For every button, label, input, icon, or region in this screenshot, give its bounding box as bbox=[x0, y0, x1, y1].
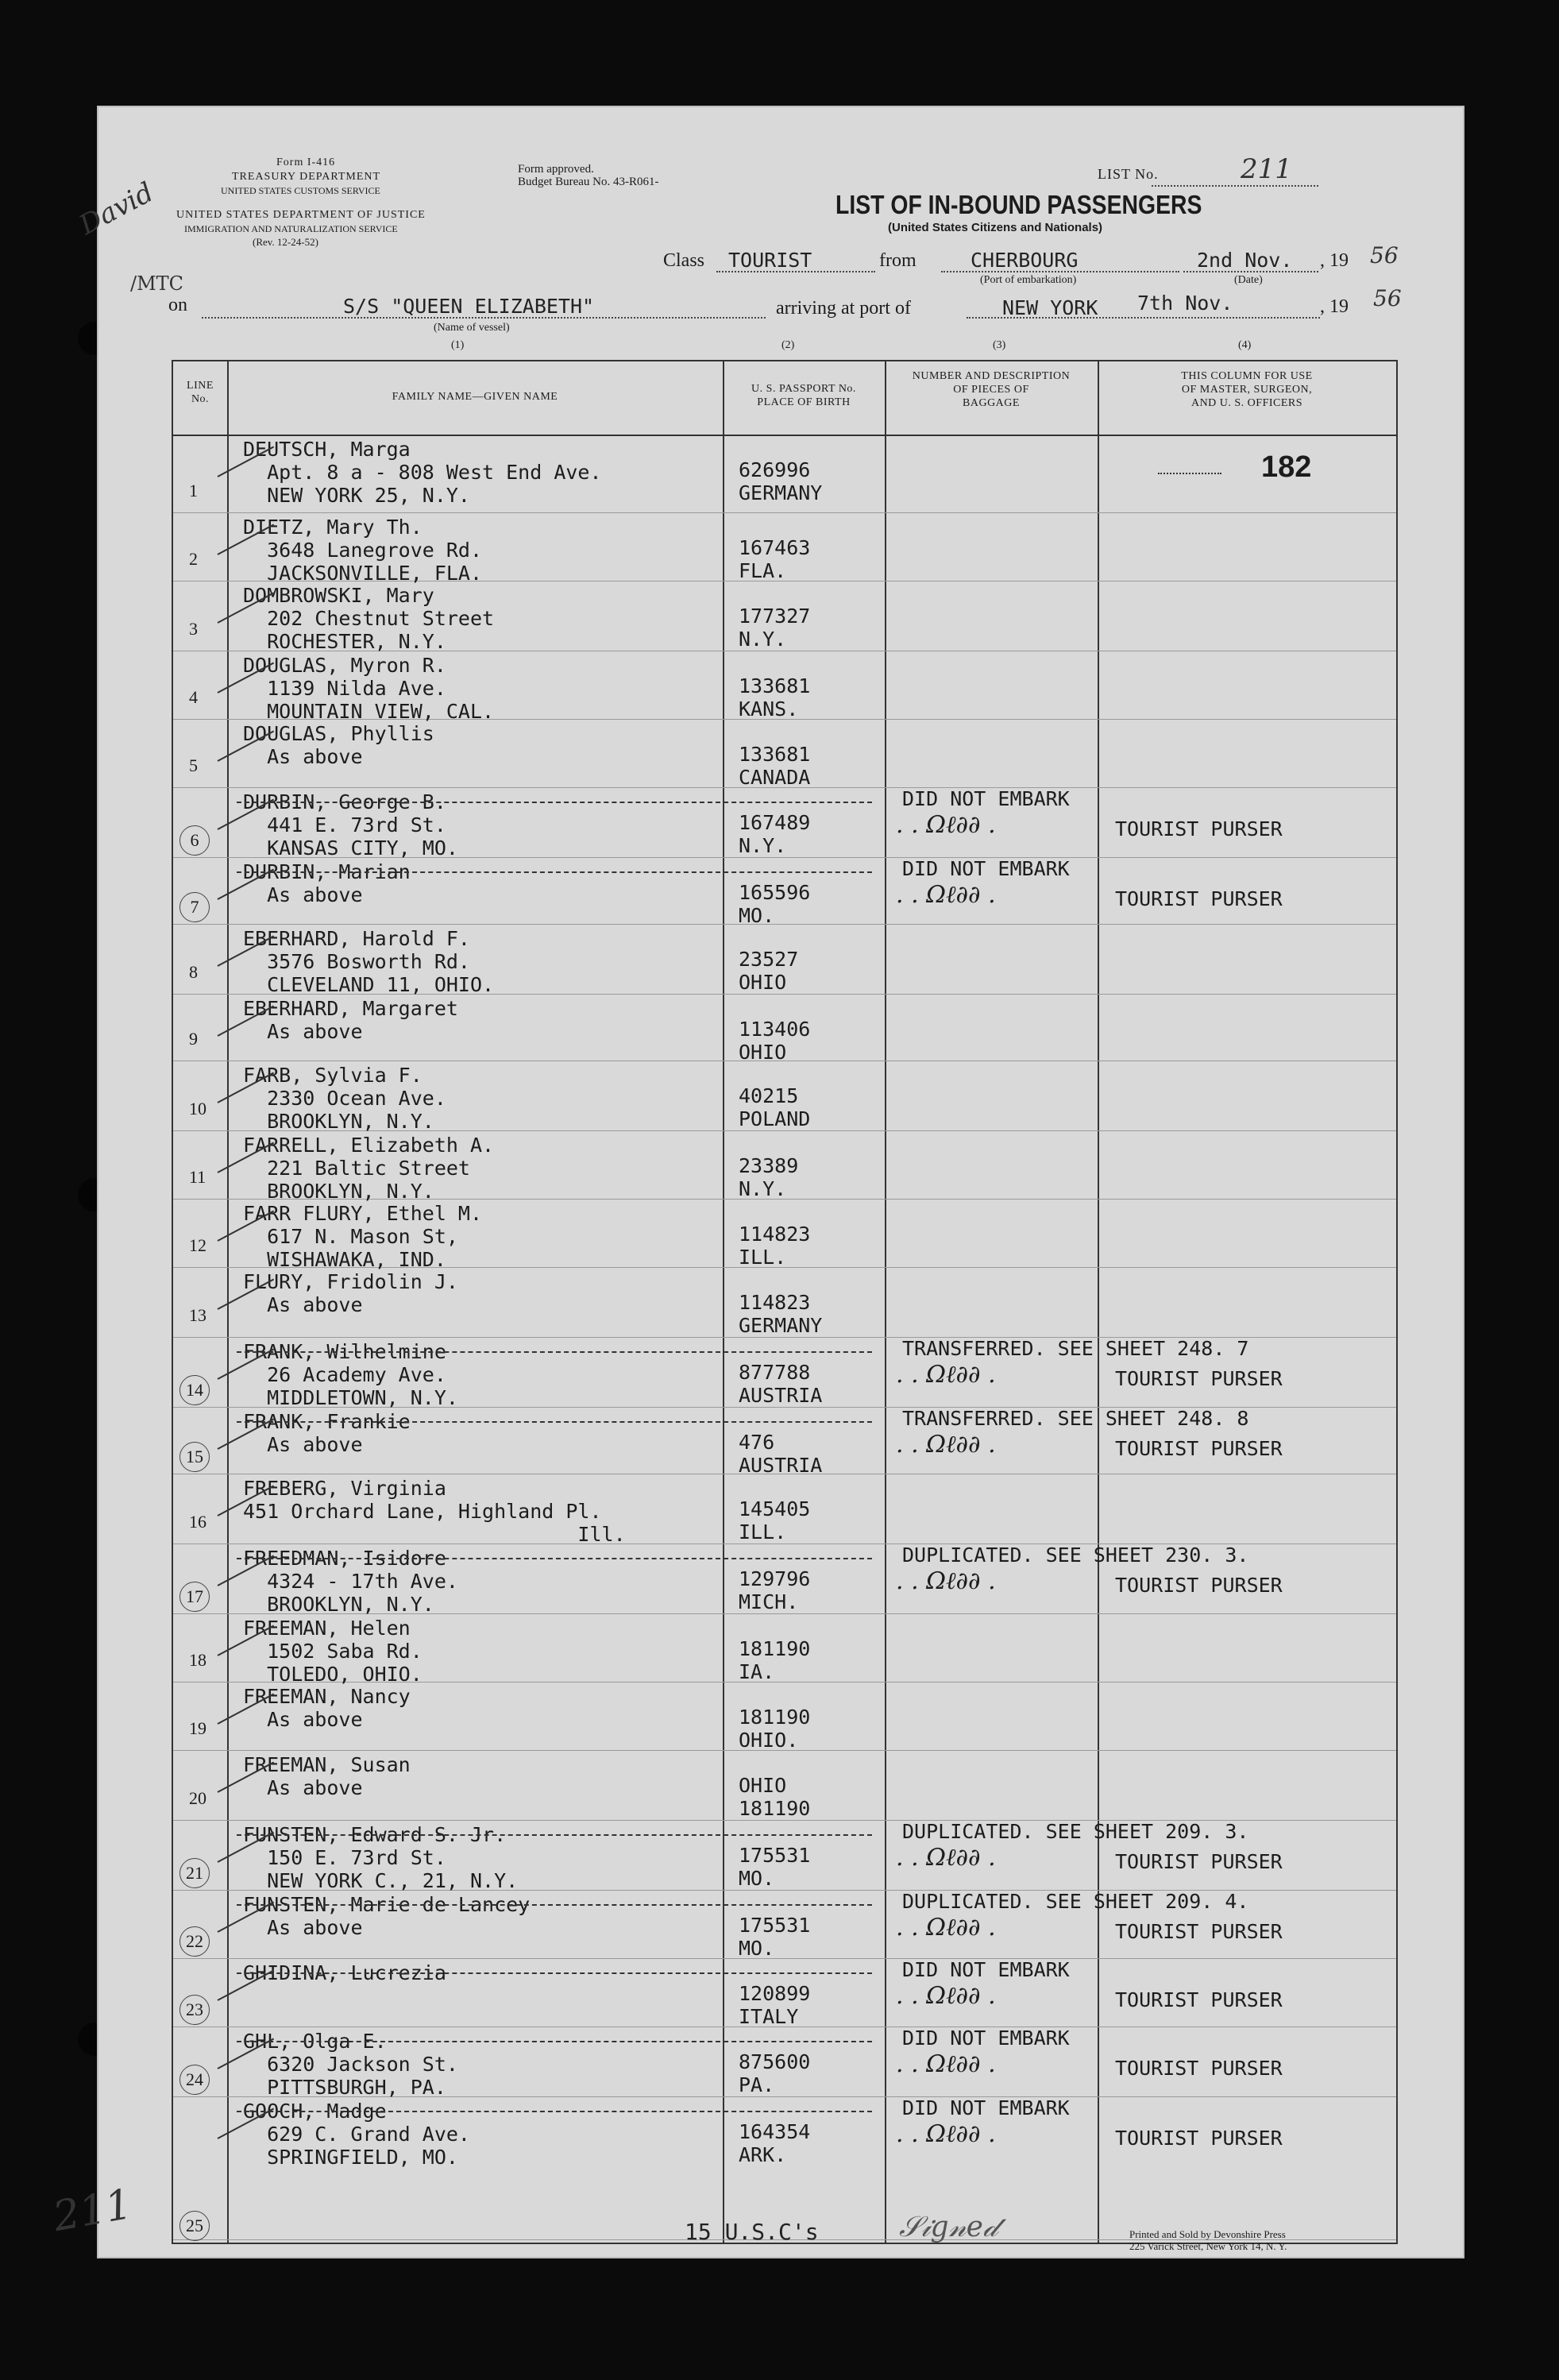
col-header-officers: THIS COLUMN FOR USE OF MASTER, SURGEON, AND U. S. OFFICERS bbox=[1181, 370, 1313, 409]
treasury-department: TREASURY DEPARTMENT bbox=[232, 171, 381, 183]
table-row bbox=[173, 787, 1396, 858]
purser-initials: . . Ωℓ∂∂ . bbox=[896, 1361, 996, 1389]
passport-birthplace: 23389 N.Y. bbox=[739, 1154, 799, 1200]
customs-service: UNITED STATES CUSTOMS SERVICE bbox=[221, 185, 380, 196]
passport-birthplace: 120899 ITALY bbox=[739, 1982, 811, 2028]
table-row bbox=[173, 581, 1396, 651]
passport-birthplace: 181190 OHIO. bbox=[739, 1706, 811, 1752]
passport-birthplace: 129796 MICH. bbox=[739, 1567, 811, 1613]
passport-birthplace: 175531 MO. bbox=[739, 1844, 811, 1890]
passenger-list-form bbox=[49, 106, 1464, 2258]
citizen-count: 15 U.S.C's bbox=[685, 2219, 819, 2245]
from-label: from bbox=[879, 250, 916, 271]
purser-label: TOURIST PURSER bbox=[1115, 1920, 1283, 1943]
passenger-name-address: DURBIN, Marian As above bbox=[243, 860, 411, 906]
baggage-note: DUPLICATED. SEE SHEET 209. 4. bbox=[902, 1890, 1249, 1913]
purser-label: TOURIST PURSER bbox=[1115, 887, 1283, 910]
strike-line bbox=[237, 802, 872, 803]
passenger-name-address: FREBERG, Virginia 451 Orchard Lane, Highland Pl. Ill. bbox=[243, 1477, 626, 1546]
baggage-note: DID NOT EMBARK bbox=[902, 1958, 1070, 1981]
line-number: 20 bbox=[189, 1788, 206, 1808]
baggage-note: DUPLICATED. SEE SHEET 230. 3. bbox=[902, 1544, 1249, 1567]
baggage-note: TRANSFERRED. SEE SHEET 248. 8 bbox=[902, 1407, 1249, 1430]
passenger-table bbox=[172, 360, 1398, 2244]
port-of-arrival: NEW YORK bbox=[1002, 296, 1098, 319]
year-prefix-arrive: , 19 bbox=[1320, 296, 1349, 317]
purser-initials: . . Ωℓ∂∂ . bbox=[896, 2050, 996, 2078]
passport-birthplace: 165596 MO. bbox=[739, 881, 811, 927]
passport-birthplace: 167489 N.Y. bbox=[739, 811, 811, 857]
baggage-note: DID NOT EMBARK bbox=[902, 857, 1070, 880]
strike-line bbox=[237, 1421, 872, 1423]
line-number: 19 bbox=[189, 1718, 206, 1738]
table-row bbox=[173, 1337, 1396, 1408]
col-header-baggage: NUMBER AND DESCRIPTION OF PIECES OF BAGGAGE bbox=[912, 370, 1071, 409]
printer-imprint: Printed and Sold by Devonshire Press 225 Varick Street, New York 14, N. Y. bbox=[1129, 2228, 1287, 2252]
col2-number: (2) bbox=[781, 339, 795, 351]
list-no-value: 211 bbox=[1241, 153, 1292, 185]
table-row bbox=[173, 1820, 1396, 1891]
strike-line bbox=[237, 2041, 872, 2042]
arrival-year: 56 bbox=[1373, 285, 1402, 311]
passport-birthplace: 177327 N.Y. bbox=[739, 605, 811, 651]
purser-label: TOURIST PURSER bbox=[1115, 1367, 1283, 1390]
revision-date: (Rev. 12-24-52) bbox=[253, 236, 318, 248]
passport-birthplace: 113406 OHIO bbox=[739, 1018, 811, 1064]
purser-label: TOURIST PURSER bbox=[1115, 1988, 1283, 2011]
budget-bureau: Budget Bureau No. 43-R061- bbox=[518, 176, 659, 188]
vessel-caption: (Name of vessel) bbox=[434, 322, 510, 334]
passenger-name-address: FREEMAN, Nancy As above bbox=[243, 1685, 411, 1731]
table-row bbox=[173, 1267, 1396, 1338]
list-no-underline bbox=[1152, 185, 1318, 187]
passenger-name-address: DOUGLAS, Phyllis As above bbox=[243, 722, 434, 768]
passport-birthplace: 175531 MO. bbox=[739, 1914, 811, 1960]
mtc-mark: /MTC bbox=[130, 272, 184, 295]
form-subtitle: (United States Citizens and Nationals) bbox=[888, 221, 1103, 234]
table-header bbox=[173, 361, 1396, 436]
purser-initials: . . Ωℓ∂∂ . bbox=[896, 811, 996, 839]
passenger-name-address: DIETZ, Mary Th. 3648 Lanegrove Rd. JACKSONVILLE, FLA. bbox=[243, 516, 483, 585]
purser-initials: . . Ωℓ∂∂ . bbox=[896, 1844, 996, 1872]
purser-initials: . . Ωℓ∂∂ . bbox=[896, 1914, 996, 1941]
passenger-name-address: GHIDINA, Lucrezia bbox=[243, 1961, 446, 1984]
officer-count: 182 bbox=[1261, 450, 1312, 484]
passenger-name-address: EBERHARD, Margaret As above bbox=[243, 997, 458, 1043]
purser-initials: . . Ωℓ∂∂ . bbox=[896, 2120, 996, 2148]
embark-year: 56 bbox=[1370, 242, 1399, 269]
passenger-name-address: FUNSTEN, Marie de Lancey As above bbox=[243, 1893, 531, 1939]
passport-birthplace: 133681 KANS. bbox=[739, 674, 811, 721]
table-row bbox=[173, 2026, 1396, 2097]
arriving-label: arriving at port of bbox=[776, 298, 911, 319]
port-of-embarkation: CHERBOURG bbox=[971, 249, 1079, 272]
embark-date: 2nd Nov. bbox=[1197, 249, 1293, 272]
line-number: 6 bbox=[179, 825, 210, 856]
passenger-name-address: FUNSTEN, Edward S. Jr. 150 E. 73rd St. NEW YORK C., 21, N.Y. bbox=[243, 1823, 519, 1892]
line-number: 21 bbox=[179, 1858, 210, 1888]
table-row bbox=[173, 994, 1396, 1064]
line-number: 1 bbox=[189, 481, 198, 500]
line-number: 24 bbox=[179, 2065, 210, 2095]
table-row bbox=[173, 719, 1396, 788]
passenger-name-address: GHL, Olga E. 6320 Jackson St. PITTSBURGH, PA. bbox=[243, 2030, 458, 2099]
table-row bbox=[173, 1061, 1396, 1131]
handwritten-margin-note: David bbox=[74, 176, 159, 241]
immigration-service: IMMIGRATION AND NATURALIZATION SERVICE bbox=[184, 223, 398, 234]
line-number: 18 bbox=[189, 1650, 206, 1670]
passenger-name-address: DOMBROWSKI, Mary 202 Chestnut Street ROCHESTER, N.Y. bbox=[243, 584, 495, 653]
officer-dash bbox=[1158, 473, 1221, 474]
form-approved: Form approved. bbox=[518, 163, 594, 176]
line-number: 17 bbox=[179, 1582, 210, 1612]
table-row bbox=[173, 1199, 1396, 1271]
passport-birthplace: 626996 GERMANY bbox=[739, 458, 823, 504]
purser-label: TOURIST PURSER bbox=[1115, 817, 1283, 840]
col3-number: (3) bbox=[993, 339, 1006, 351]
col1-number: (1) bbox=[451, 339, 465, 351]
table-row bbox=[173, 512, 1396, 585]
line-number: 5 bbox=[189, 755, 198, 775]
class-value: TOURIST bbox=[728, 249, 812, 272]
passport-birthplace: 181190 IA. bbox=[739, 1637, 811, 1683]
baggage-note: DID NOT EMBARK bbox=[902, 787, 1070, 810]
strike-line bbox=[237, 1351, 872, 1353]
purser-label: TOURIST PURSER bbox=[1115, 2057, 1283, 2080]
baggage-note: TRANSFERRED. SEE SHEET 248. 7 bbox=[902, 1337, 1249, 1360]
table-row bbox=[173, 1544, 1396, 1614]
passport-birthplace: OHIO 181190 bbox=[739, 1774, 811, 1820]
table-row bbox=[173, 1890, 1396, 1959]
passport-birthplace: 23527 OHIO bbox=[739, 948, 799, 994]
strike-line bbox=[237, 871, 872, 873]
strike-line bbox=[237, 1904, 872, 1906]
strike-line bbox=[237, 1558, 872, 1559]
strike-line bbox=[237, 2111, 872, 2112]
col-header-line: LINE No. bbox=[187, 380, 214, 405]
line-number: 13 bbox=[189, 1305, 206, 1325]
department-of-justice: UNITED STATES DEPARTMENT OF JUSTICE bbox=[176, 209, 426, 221]
date-caption: (Date) bbox=[1234, 274, 1263, 286]
passport-birthplace: 476 AUSTRIA bbox=[739, 1431, 823, 1477]
list-no-label: LIST No. bbox=[1098, 166, 1159, 182]
line-number: 7 bbox=[179, 892, 210, 922]
purser-label: TOURIST PURSER bbox=[1115, 1437, 1283, 1460]
passenger-name-address: DOUGLAS, Myron R. 1139 Nilda Ave. MOUNTAIN VIEW, CAL. bbox=[243, 654, 495, 723]
baggage-note: DUPLICATED. SEE SHEET 209. 3. bbox=[902, 1820, 1249, 1843]
line-number: 23 bbox=[179, 1995, 210, 2025]
passport-birthplace: 875600 PA. bbox=[739, 2050, 811, 2096]
class-label: Class bbox=[663, 250, 705, 271]
passenger-name-address: GOOCH, Madge 629 C. Grand Ave. SPRINGFIELD, MO. bbox=[243, 2100, 470, 2169]
passenger-name-address: EBERHARD, Harold F. 3576 Bosworth Rd. CLEVELAND 11, OHIO. bbox=[243, 927, 495, 996]
signature: 𝒮𝒾𝑔𝓃𝑒𝒹 bbox=[899, 2211, 998, 2243]
purser-initials: . . Ωℓ∂∂ . bbox=[896, 1567, 996, 1595]
on-label: on bbox=[168, 295, 187, 315]
passport-birthplace: 114823 GERMANY bbox=[739, 1291, 823, 1337]
table-row bbox=[173, 1407, 1396, 1477]
passport-birthplace: 145405 ILL. bbox=[739, 1497, 811, 1544]
strike-line bbox=[237, 1834, 872, 1836]
form-title: LIST OF IN-BOUND PASSENGERS bbox=[835, 190, 1202, 219]
passport-birthplace: 167463 FLA. bbox=[739, 536, 811, 582]
purser-initials: . . Ωℓ∂∂ . bbox=[896, 1982, 996, 2010]
form-number: Form I-416 bbox=[276, 156, 336, 168]
passenger-name-address: FARRELL, Elizabeth A. 221 Baltic Street BROOKLYN, N.Y. bbox=[243, 1134, 495, 1203]
col4-number: (4) bbox=[1238, 339, 1252, 351]
table-row bbox=[173, 1130, 1396, 1203]
arrival-date: 7th Nov. bbox=[1137, 292, 1233, 315]
purser-label: TOURIST PURSER bbox=[1115, 1850, 1283, 1873]
table-row bbox=[173, 1958, 1396, 2027]
purser-label: TOURIST PURSER bbox=[1115, 2127, 1283, 2150]
baggage-note: DID NOT EMBARK bbox=[902, 2026, 1070, 2050]
margin-sheet-number: 211 bbox=[49, 2180, 136, 2242]
line-number: 4 bbox=[189, 687, 198, 707]
table-row bbox=[173, 1613, 1396, 1686]
passenger-name-address: DEUTSCH, Marga Apt. 8 a - 808 West End Ave. NEW YORK 25, N.Y. bbox=[243, 438, 602, 507]
passenger-name-address: FARR FLURY, Ethel M. 617 N. Mason St, WISHAWAKA, IND. bbox=[243, 1202, 483, 1271]
line-number: 14 bbox=[179, 1375, 210, 1405]
table-row bbox=[173, 1682, 1396, 1751]
port-embark-caption: (Port of embarkation) bbox=[980, 274, 1077, 286]
col-header-passport: U. S. PASSPORT No. PLACE OF BIRTH bbox=[751, 383, 856, 408]
passenger-name-address: FRANK, Wilhelmine 26 Academy Ave. MIDDLETOWN, N.Y. bbox=[243, 1340, 458, 1409]
passenger-name-address: DURBIN, George B. 441 E. 73rd St. KANSAS CITY, MO. bbox=[243, 790, 458, 860]
year-prefix: , 19 bbox=[1320, 250, 1349, 271]
line-number: 3 bbox=[189, 619, 198, 639]
table-row bbox=[173, 924, 1396, 995]
line-number: 12 bbox=[189, 1235, 206, 1255]
line-number: 15 bbox=[179, 1442, 210, 1472]
line-number: 11 bbox=[189, 1167, 206, 1187]
passport-birthplace: 40215 POLAND bbox=[739, 1084, 811, 1130]
table-row bbox=[173, 651, 1396, 723]
line-number: 9 bbox=[189, 1029, 198, 1049]
table-row bbox=[173, 1750, 1396, 1821]
passenger-name-address: FLURY, Fridolin J. As above bbox=[243, 1270, 458, 1316]
passenger-name-address: FARB, Sylvia F. 2330 Ocean Ave. BROOKLYN, N.Y. bbox=[243, 1064, 446, 1133]
purser-label: TOURIST PURSER bbox=[1115, 1574, 1283, 1597]
passport-birthplace: 164354 ARK. bbox=[739, 2120, 811, 2166]
line-number: 22 bbox=[179, 1926, 210, 1957]
line-number: 10 bbox=[189, 1099, 206, 1119]
line-number: 8 bbox=[189, 962, 198, 982]
purser-initials: . . Ωℓ∂∂ . bbox=[896, 881, 996, 909]
line-number: 25 bbox=[179, 2211, 210, 2241]
col-header-name: FAMILY NAME—GIVEN NAME bbox=[392, 391, 558, 403]
table-row bbox=[173, 857, 1396, 925]
baggage-note: DID NOT EMBARK bbox=[902, 2096, 1070, 2119]
line-number: 2 bbox=[189, 549, 198, 569]
passport-birthplace: 877788 AUSTRIA bbox=[739, 1361, 823, 1407]
passport-birthplace: 114823 ILL. bbox=[739, 1223, 811, 1269]
purser-initials: . . Ωℓ∂∂ . bbox=[896, 1431, 996, 1459]
passenger-name-address: FREEMAN, Helen 1502 Saba Rd. TOLEDO, OHIO. bbox=[243, 1617, 423, 1686]
vessel-name: S/S "QUEEN ELIZABETH" bbox=[343, 295, 595, 318]
passenger-name-address: FREEMAN, Susan As above bbox=[243, 1753, 411, 1799]
passenger-name-address: FREEDMAN, Isidore 4324 - 17th Ave. BROOKLYN, N.Y. bbox=[243, 1547, 458, 1616]
table-row bbox=[173, 1474, 1396, 1544]
strike-line bbox=[237, 1972, 872, 1974]
passenger-name-address: FRANK, Frankie As above bbox=[243, 1410, 411, 1456]
passport-birthplace: 133681 CANADA bbox=[739, 743, 811, 789]
line-number: 16 bbox=[189, 1512, 206, 1532]
date-underline bbox=[1183, 271, 1318, 272]
